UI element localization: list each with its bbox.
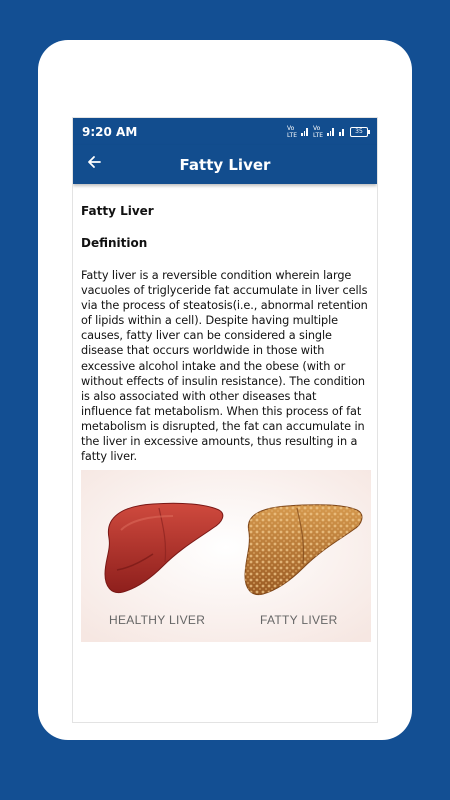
signal-icon-2 bbox=[327, 128, 335, 136]
status-bar bbox=[73, 118, 377, 145]
app-bar bbox=[73, 145, 377, 184]
healthy-liver-label: HEALTHY LIVER bbox=[109, 613, 206, 628]
volte-icon-2: Vo LTE bbox=[313, 124, 323, 139]
article-title: Fatty Liver bbox=[81, 204, 154, 218]
wifi-signal-icon bbox=[339, 128, 346, 136]
status-time: 9:20 AM bbox=[82, 124, 138, 139]
volte-icon: Vo LTE bbox=[287, 124, 298, 139]
fatty-liver-label: FATTY LIVER bbox=[260, 613, 338, 628]
battery-icon: 35 bbox=[350, 127, 368, 137]
signal-icon bbox=[301, 128, 309, 136]
phone-frame bbox=[38, 40, 412, 740]
section-heading: Definition bbox=[81, 236, 148, 250]
article-body: Fatty liver is a reversible condition wherein large vacuoles of triglyceride fat accumulate in liver cells via the process of steatosis(i.e., abnormal retention of lipids within a cell). Despite having multiple causes, fatty liver can be considered a single disease that occurs worldwide in those with excessive alcohol intake and the obese (with or without effects of insulin resistance). The condition is also associated with other diseases that influence fat metabolism. When this process of fat metabolism is disrupted, the fat can accumulate in the liver in excessive amounts, thus resulting in a fatty liver. bbox=[81, 269, 368, 464]
liver-comparison-image bbox=[81, 470, 371, 642]
app-bar-title: Fatty Liver bbox=[179, 155, 271, 174]
article-content bbox=[73, 184, 377, 642]
arrow-left-icon[interactable] bbox=[87, 155, 103, 173]
status-icons bbox=[287, 125, 368, 139]
app-screen bbox=[73, 118, 377, 722]
